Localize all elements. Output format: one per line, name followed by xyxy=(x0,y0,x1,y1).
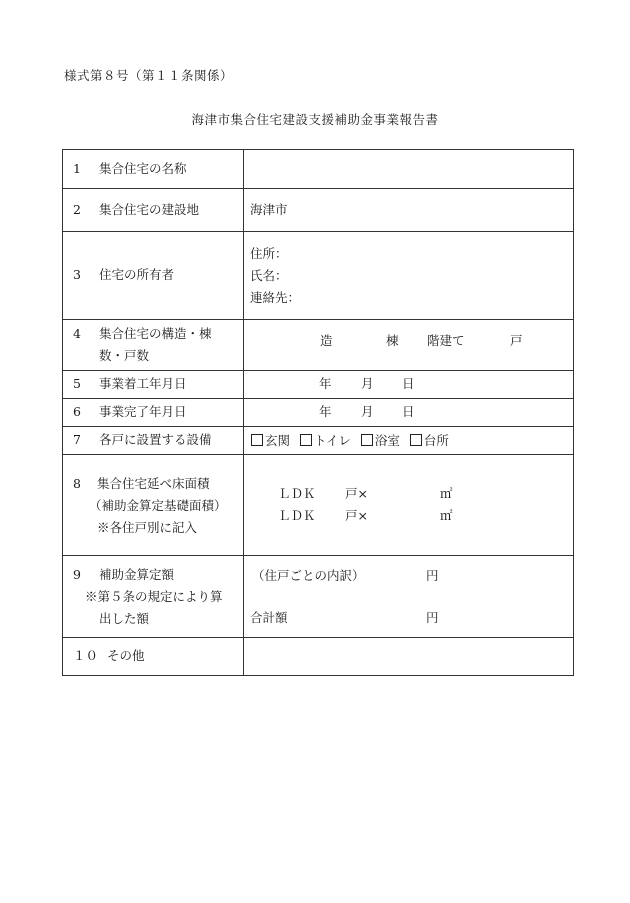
row-label: 集合住宅の名称 xyxy=(99,160,187,176)
row-number: 3 xyxy=(73,267,81,283)
checkbox-icon[interactable] xyxy=(361,434,373,446)
buildings-suffix: 棟 xyxy=(386,333,399,348)
row-owner xyxy=(63,232,574,320)
label-cell xyxy=(63,399,244,427)
label-cell xyxy=(63,556,244,638)
row-end-date xyxy=(63,399,574,427)
row-name xyxy=(63,150,574,189)
checkbox-icon[interactable] xyxy=(251,434,263,446)
structure-value-cell[interactable] xyxy=(244,320,574,371)
month-suffix: 月 xyxy=(361,375,374,391)
row-structure xyxy=(63,320,574,371)
day-suffix: 日 xyxy=(402,375,415,391)
row-number: 7 xyxy=(73,432,81,448)
year-suffix: 年 xyxy=(319,375,332,391)
units-suffix: 戸 xyxy=(510,333,523,348)
end-date-value-cell[interactable] xyxy=(244,399,574,427)
breakdown-label: （住戸ごとの内訳） xyxy=(252,567,365,583)
row-location xyxy=(63,189,574,232)
label-cell xyxy=(63,371,244,399)
row-label: 事業完了年月日 xyxy=(99,404,187,420)
label-cell xyxy=(63,189,244,232)
month-suffix: 月 xyxy=(361,403,374,419)
row-floor-area xyxy=(63,455,574,556)
ldk-label: ＬＤＫ xyxy=(278,508,316,523)
row-label-line1: 補助金算定額 xyxy=(99,566,175,582)
row-label-line3: 出した額 xyxy=(99,610,150,626)
units-x-label: 戸× xyxy=(345,508,368,523)
row-label-line2: ※第５条の規定により算 xyxy=(85,588,223,604)
yen-label: 円 xyxy=(426,609,439,625)
equipment-option-entrance[interactable]: 玄関 xyxy=(251,433,290,448)
structure-suffix: 造 xyxy=(320,333,333,348)
floor-area-value-cell[interactable] xyxy=(244,455,574,556)
label-cell xyxy=(63,455,244,556)
start-date-value-cell[interactable] xyxy=(244,371,574,399)
row-label: その他 xyxy=(107,648,145,664)
label-cell xyxy=(63,150,244,189)
equipment-value-cell xyxy=(244,427,574,455)
sqm-label: ㎡ xyxy=(440,486,453,501)
row-number: 8 xyxy=(73,476,81,491)
row-label-line1: 集合住宅延べ床面積 xyxy=(97,476,210,491)
checkbox-icon[interactable] xyxy=(410,434,422,446)
label-cell xyxy=(63,638,244,676)
row-number: １０ xyxy=(73,648,99,664)
label-cell xyxy=(63,427,244,455)
row-subsidy-amount xyxy=(63,556,574,638)
ldk-label: ＬＤＫ xyxy=(278,486,316,501)
row-start-date xyxy=(63,371,574,399)
equipment-option-kitchen[interactable]: 台所 xyxy=(410,433,449,448)
row-number: 2 xyxy=(73,201,81,217)
row-label: 事業着工年月日 xyxy=(99,376,187,392)
row-label-line2: （補助金算定基礎面積） xyxy=(89,498,227,513)
row-number: 9 xyxy=(73,566,81,582)
total-label: 合計額 xyxy=(250,609,288,625)
floors-suffix: 階建て xyxy=(427,333,465,348)
row-other xyxy=(63,638,574,676)
form-number: 様式第８号（第１１条関係） xyxy=(64,68,234,83)
label-cell xyxy=(63,320,244,371)
equipment-option-bath[interactable]: 浴室 xyxy=(361,433,400,448)
name-value-cell[interactable] xyxy=(244,150,574,189)
equipment-option-toilet[interactable]: トイレ xyxy=(300,433,351,448)
row-label: 各戸に設置する設備 xyxy=(99,432,212,448)
row-equipment xyxy=(63,427,574,455)
row-label-line2: 数・戸数 xyxy=(99,348,150,363)
owner-value-cell[interactable] xyxy=(244,232,574,320)
sqm-label: ㎡ xyxy=(440,508,453,523)
other-value-cell[interactable] xyxy=(244,638,574,676)
year-suffix: 年 xyxy=(319,403,332,419)
row-number: 6 xyxy=(73,404,81,420)
owner-contact-label: 連絡先： xyxy=(250,289,301,305)
row-label-line1: 集合住宅の構造・棟 xyxy=(99,326,212,341)
location-value-cell[interactable] xyxy=(244,189,574,232)
row-label: 住宅の所有者 xyxy=(99,267,175,283)
row-label-line3: ※各住戸別に記入 xyxy=(97,520,198,535)
owner-name-label: 氏名： xyxy=(250,267,288,283)
label-cell xyxy=(63,232,244,320)
report-table xyxy=(62,149,574,676)
subsidy-value-cell[interactable] xyxy=(244,556,574,638)
yen-label: 円 xyxy=(426,567,439,583)
row-number: 5 xyxy=(73,376,81,392)
checkbox-icon[interactable] xyxy=(300,434,312,446)
row-label: 集合住宅の建設地 xyxy=(99,201,200,217)
units-x-label: 戸× xyxy=(345,486,368,501)
document-title: 海津市集合住宅建設支援補助金事業報告書 xyxy=(191,112,439,127)
location-value: 海津市 xyxy=(250,201,288,217)
row-number: 4 xyxy=(73,326,81,341)
owner-address-label: 住所： xyxy=(250,245,288,261)
row-number: 1 xyxy=(73,160,81,176)
day-suffix: 日 xyxy=(402,403,415,419)
